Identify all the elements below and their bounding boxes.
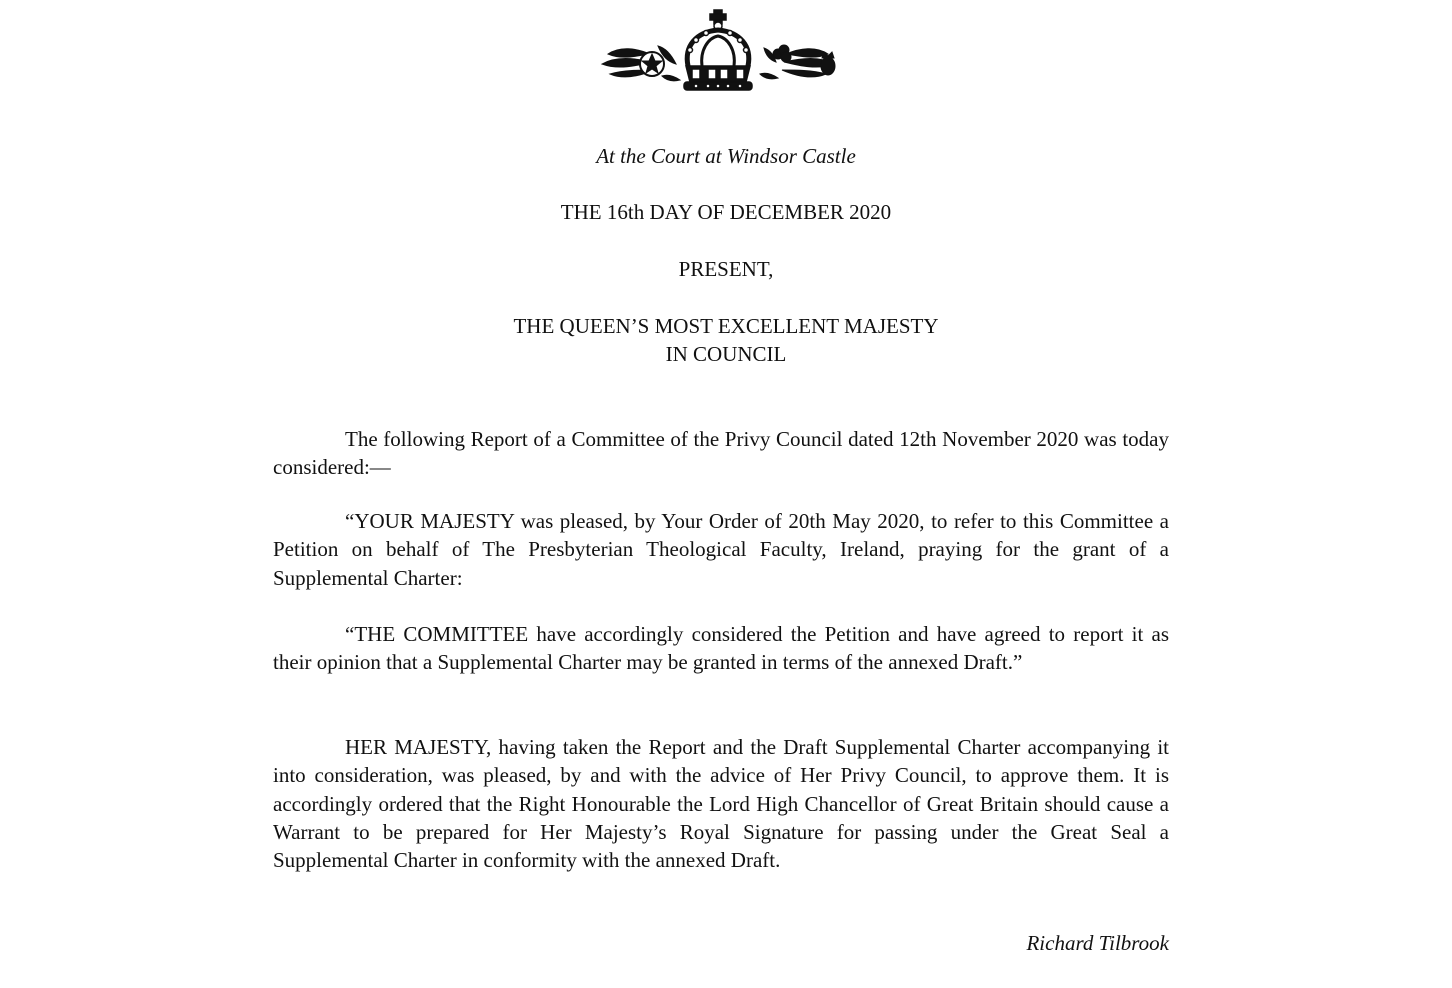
paragraph-approval: HER MAJESTY, having taken the Report and the Draft Supplemental Charter accompanying it into consideration, was pleased, by and with the advice of Her Privy Council, to approve them. It is accordingly ordered that the Right Honourable the Lord High Chancellor of Great Britain should cause a Warrant to be prepared for Her Majesty’s Royal Signature for passing under the Great Seal a Supplemental Charter in conformity with the annexed Draft. [273,735,1169,873]
signature: Richard Tilbrook [1026,931,1169,955]
present-heading: PRESENT, [678,257,774,281]
majesty-heading-line1: THE QUEEN’S MOST EXCELLENT MAJESTY [513,314,939,338]
court-location: At the Court at Windsor Castle [596,144,856,168]
order-date: THE 16th DAY OF DECEMBER 2020 [560,200,892,224]
paragraph-report: The following Report of a Committee of the Privy Council dated 12th November 2020 was today considered:— [273,427,1169,480]
royal-crown-crest-icon [596,6,840,96]
paragraph-order-reference: “YOUR MAJESTY was pleased, by Your Order of 20th May 2020, to refer to this Committee a Petition on behalf of The Presbyterian Theological Faculty, Ireland, praying for the grant of a Supplemental Charter: [273,509,1169,590]
majesty-heading-line2: IN COUNCIL [665,342,787,366]
paragraph-committee-opinion: “THE COMMITTEE have accordingly considered the Petition and have agreed to report it as their opinion that a Supplemental Charter may be granted in terms of the annexed Draft.” [273,622,1169,675]
